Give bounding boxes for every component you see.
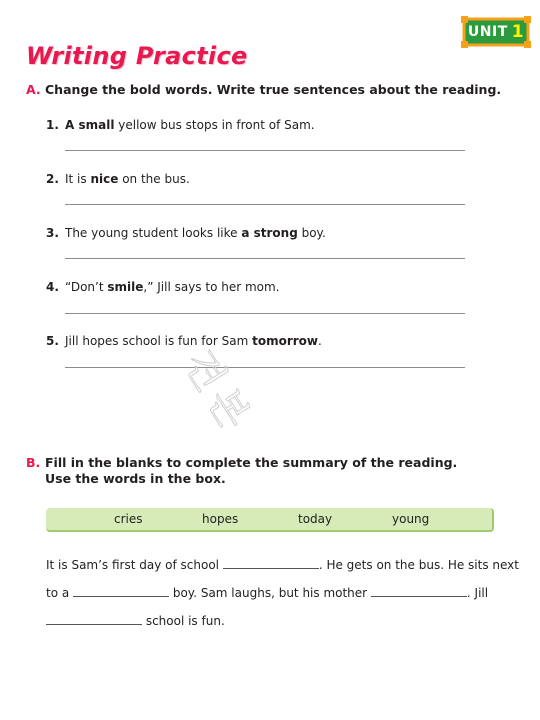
summary-text: school is fun. xyxy=(142,614,225,628)
item-text: “Don’t xyxy=(65,280,108,294)
page-title: Writing Practice xyxy=(26,42,248,70)
exercise-item-4 xyxy=(46,279,280,295)
answer-line-4[interactable] xyxy=(65,313,465,314)
item-text: Jill hopes school is fun for Sam xyxy=(65,334,253,348)
word-bank-item[interactable]: young xyxy=(392,512,430,526)
item-text: It is xyxy=(65,172,91,186)
item-number: 2. xyxy=(46,172,59,186)
answer-line-5[interactable] xyxy=(65,367,465,368)
section-b-letter: B. xyxy=(26,455,41,470)
item-number: 1. xyxy=(46,118,59,132)
summary-text: . He gets on the bus. He sits next xyxy=(318,558,519,572)
exercise-item-5 xyxy=(46,333,322,349)
sample-watermark: 견본 xyxy=(174,342,261,443)
summary-text: It is Sam’s first day of school xyxy=(46,558,223,572)
item-bold-words: tomorrow xyxy=(252,334,319,348)
word-box xyxy=(46,508,494,532)
summary-line-2 xyxy=(46,585,488,601)
summary-line-3 xyxy=(46,613,225,629)
section-a-instruction: Change the bold words. Write true sentences about the reading. xyxy=(45,82,502,97)
item-bold-words: A small xyxy=(65,118,115,132)
answer-line-3[interactable] xyxy=(65,258,465,259)
unit-badge xyxy=(460,14,532,50)
section-b-instruction: Fill in the blanks to complete the summary of the reading. Use the words in the box. xyxy=(45,455,458,486)
summary-text: . Jill xyxy=(466,586,489,600)
summary-text: to a xyxy=(46,586,74,600)
unit-label-wrap xyxy=(460,14,532,50)
item-bold-words: nice xyxy=(90,172,119,186)
item-text: boy. xyxy=(297,226,326,240)
item-text: The young student looks like xyxy=(65,226,242,240)
summary-blank-3[interactable] xyxy=(371,585,467,597)
summary-text: boy. Sam laughs, but his mother xyxy=(169,586,371,600)
unit-label: UNIT xyxy=(467,24,508,40)
summary-blank-1[interactable] xyxy=(223,557,319,569)
item-bold-words: a strong xyxy=(241,226,298,240)
word-bank-item[interactable]: today xyxy=(298,512,333,526)
item-text: yellow bus stops in front of Sam. xyxy=(114,118,315,132)
item-bold-words: smile xyxy=(107,280,144,294)
section-a-letter: A. xyxy=(26,82,41,97)
item-number: 4. xyxy=(46,280,59,294)
exercise-item-3 xyxy=(46,225,326,241)
summary-blank-2[interactable] xyxy=(73,585,169,597)
section-a-heading xyxy=(26,82,501,98)
answer-line-1[interactable] xyxy=(65,150,465,151)
section-b-heading xyxy=(26,455,485,487)
exercise-item-2 xyxy=(46,171,190,187)
word-bank-item[interactable]: hopes xyxy=(202,512,239,526)
summary-blank-4[interactable] xyxy=(46,613,142,625)
word-bank-item[interactable]: cries xyxy=(114,512,143,526)
item-number: 5. xyxy=(46,334,59,348)
answer-line-2[interactable] xyxy=(65,204,465,205)
summary-line-1 xyxy=(46,557,519,573)
item-text: ,” Jill says to her mom. xyxy=(143,280,280,294)
item-text: on the bus. xyxy=(118,172,190,186)
item-text: . xyxy=(318,334,322,348)
unit-number: 1 xyxy=(511,22,525,42)
exercise-item-1 xyxy=(46,117,315,133)
item-number: 3. xyxy=(46,226,59,240)
